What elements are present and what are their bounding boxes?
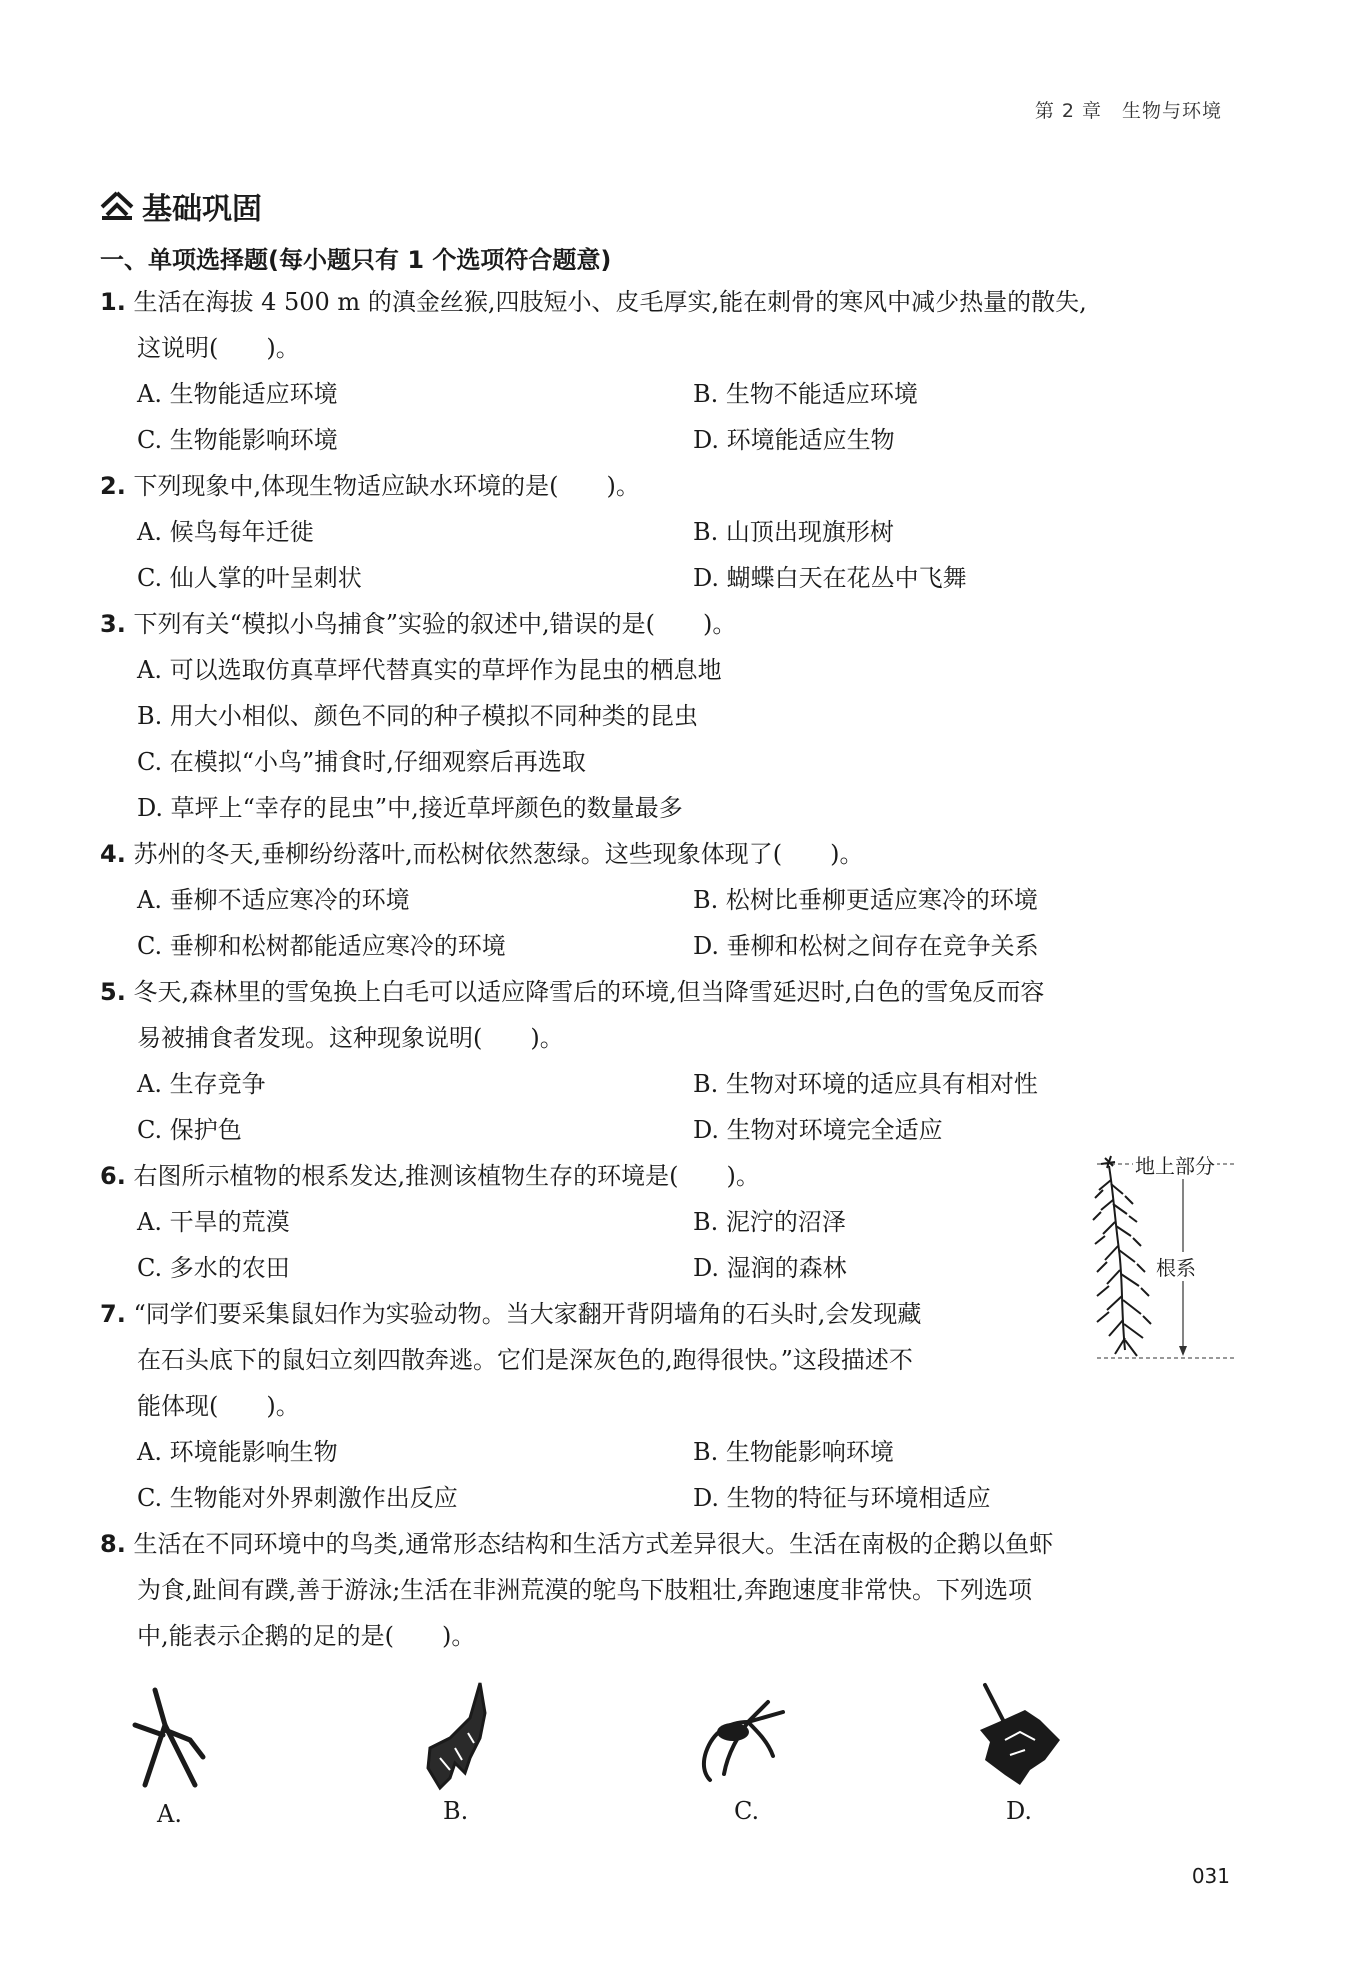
foot-option-c[interactable]: C. [734, 1797, 760, 1825]
question-number: 4. [100, 840, 126, 868]
foot-option-b[interactable]: B. [443, 1797, 469, 1825]
question-8 [100, 1524, 1053, 1559]
question-text-cont: 这说明( )。 [137, 334, 300, 362]
bird-foot-a-image[interactable] [125, 1685, 215, 1795]
section-title-text: 基础巩固 [142, 192, 262, 227]
question-number: 5. [100, 978, 126, 1006]
chapter-header: 第 2 章 生物与环境 [1034, 100, 1222, 122]
question-text: “同学们要采集鼠妇作为实验动物。当大家翻开背阴墙角的石头时,会发现藏 [133, 1300, 922, 1328]
option-b[interactable]: B. 生物能影响环境 [693, 1438, 894, 1466]
question-text: 生活在海拔 4 500 m 的滇金丝猴,四肢短小、皮毛厚实,能在刺骨的寒风中减少热量的散失, [133, 288, 1087, 316]
option-d[interactable]: D. 垂柳和松树之间存在竞争关系 [693, 932, 1039, 960]
section-title [100, 184, 262, 228]
option-b[interactable]: B. 泥泞的沼泽 [693, 1208, 846, 1236]
bird-foot-d-image[interactable] [965, 1680, 1075, 1790]
question-number: 3. [100, 610, 126, 638]
figure-label-aboveground: 地上部分 [1133, 1150, 1217, 1179]
question-text: 下列现象中,体现生物适应缺水环境的是( )。 [133, 472, 640, 500]
option-b[interactable]: B. 生物不能适应环境 [693, 380, 918, 408]
option-b[interactable]: B. 用大小相似、颜色不同的种子模拟不同种类的昆虫 [137, 702, 698, 730]
option-d[interactable]: D. 草坪上“幸存的昆虫”中,接近草坪颜色的数量最多 [137, 794, 683, 822]
option-c[interactable]: C. 生物能对外界刺激作出反应 [137, 1484, 458, 1512]
option-d[interactable]: D. 生物的特征与环境相适应 [693, 1484, 991, 1512]
foot-option-a[interactable]: A. [157, 1800, 182, 1828]
question-number: 8. [100, 1530, 126, 1558]
option-a[interactable]: A. 候鸟每年迁徙 [137, 518, 314, 546]
foot-option-d[interactable]: D. [1006, 1797, 1033, 1825]
bird-foot-b-image[interactable] [410, 1678, 510, 1798]
option-d[interactable]: D. 蝴蝶白天在花丛中飞舞 [693, 564, 967, 592]
option-a[interactable]: A. 环境能影响生物 [137, 1438, 338, 1466]
option-c[interactable]: C. 仙人掌的叶呈刺状 [137, 564, 362, 592]
option-c[interactable]: C. 生物能影响环境 [137, 426, 338, 454]
option-b[interactable]: B. 山顶出现旗形树 [693, 518, 894, 546]
question-text: 右图所示植物的根系发达,推测该植物生存的环境是( )。 [133, 1162, 760, 1190]
question-text-cont: 易被捕食者发现。这种现象说明( )。 [137, 1024, 564, 1052]
question-6 [100, 1156, 760, 1191]
question-number: 7. [100, 1300, 126, 1328]
question-text: 苏州的冬天,垂柳纷纷落叶,而松树依然葱绿。这些现象体现了( )。 [133, 840, 864, 868]
plant-illustration [1093, 1156, 1151, 1356]
option-c[interactable]: C. 在模拟“小鸟”捕食时,仔细观察后再选取 [137, 748, 586, 776]
part-title: 一、单项选择题(每小题只有 1 个选项符合题意) [100, 246, 612, 274]
consolidation-icon [100, 191, 134, 221]
question-text-cont: 在石头底下的鼠妇立刻四散奔逃。它们是深灰色的,跑得很快。”这段描述不 [137, 1346, 913, 1374]
option-a[interactable]: A. 干旱的荒漠 [137, 1208, 290, 1236]
question-text: 生活在不同环境中的鸟类,通常形态结构和生活方式差异很大。生活在南极的企鹅以鱼虾 [133, 1530, 1054, 1558]
question-3 [100, 604, 736, 639]
question-text: 冬天,森林里的雪兔换上白毛可以适应降雪后的环境,但当降雪延迟时,白色的雪兔反而容 [133, 978, 1045, 1006]
figure-label-root: 根系 [1154, 1252, 1198, 1281]
option-d[interactable]: D. 环境能适应生物 [693, 426, 895, 454]
option-a[interactable]: A. 可以选取仿真草坪代替真实的草坪作为昆虫的栖息地 [137, 656, 722, 684]
question-2 [100, 466, 640, 501]
question-number: 6. [100, 1162, 126, 1190]
option-d[interactable]: D. 湿润的森林 [693, 1254, 847, 1282]
question-4 [100, 834, 863, 869]
option-a[interactable]: A. 生存竞争 [137, 1070, 266, 1098]
option-d[interactable]: D. 生物对环境完全适应 [693, 1116, 943, 1144]
option-c[interactable]: C. 保护色 [137, 1116, 242, 1144]
question-5 [100, 972, 1044, 1007]
option-a[interactable]: A. 垂柳不适应寒冷的环境 [137, 886, 410, 914]
question-text-cont: 中,能表示企鹅的足的是( )。 [137, 1622, 476, 1650]
option-b[interactable]: B. 生物对环境的适应具有相对性 [693, 1070, 1038, 1098]
page-number: 031 [1191, 1864, 1230, 1888]
option-c[interactable]: C. 多水的农田 [137, 1254, 290, 1282]
bird-foot-c-image[interactable] [688, 1692, 798, 1792]
question-number: 1. [100, 288, 126, 316]
option-c[interactable]: C. 垂柳和松树都能适应寒冷的环境 [137, 932, 506, 960]
question-7 [100, 1294, 921, 1329]
option-a[interactable]: A. 生物能适应环境 [137, 380, 338, 408]
question-text: 下列有关“模拟小鸟捕食”实验的叙述中,错误的是( )。 [133, 610, 737, 638]
question-number: 2. [100, 472, 126, 500]
question-text-cont: 能体现( )。 [137, 1392, 300, 1420]
option-b[interactable]: B. 松树比垂柳更适应寒冷的环境 [693, 886, 1038, 914]
question-text-cont: 为食,趾间有蹼,善于游泳;生活在非洲荒漠的鸵鸟下肢粗壮,奔跑速度非常快。下列选项 [137, 1576, 1032, 1604]
question-1 [100, 282, 1087, 317]
